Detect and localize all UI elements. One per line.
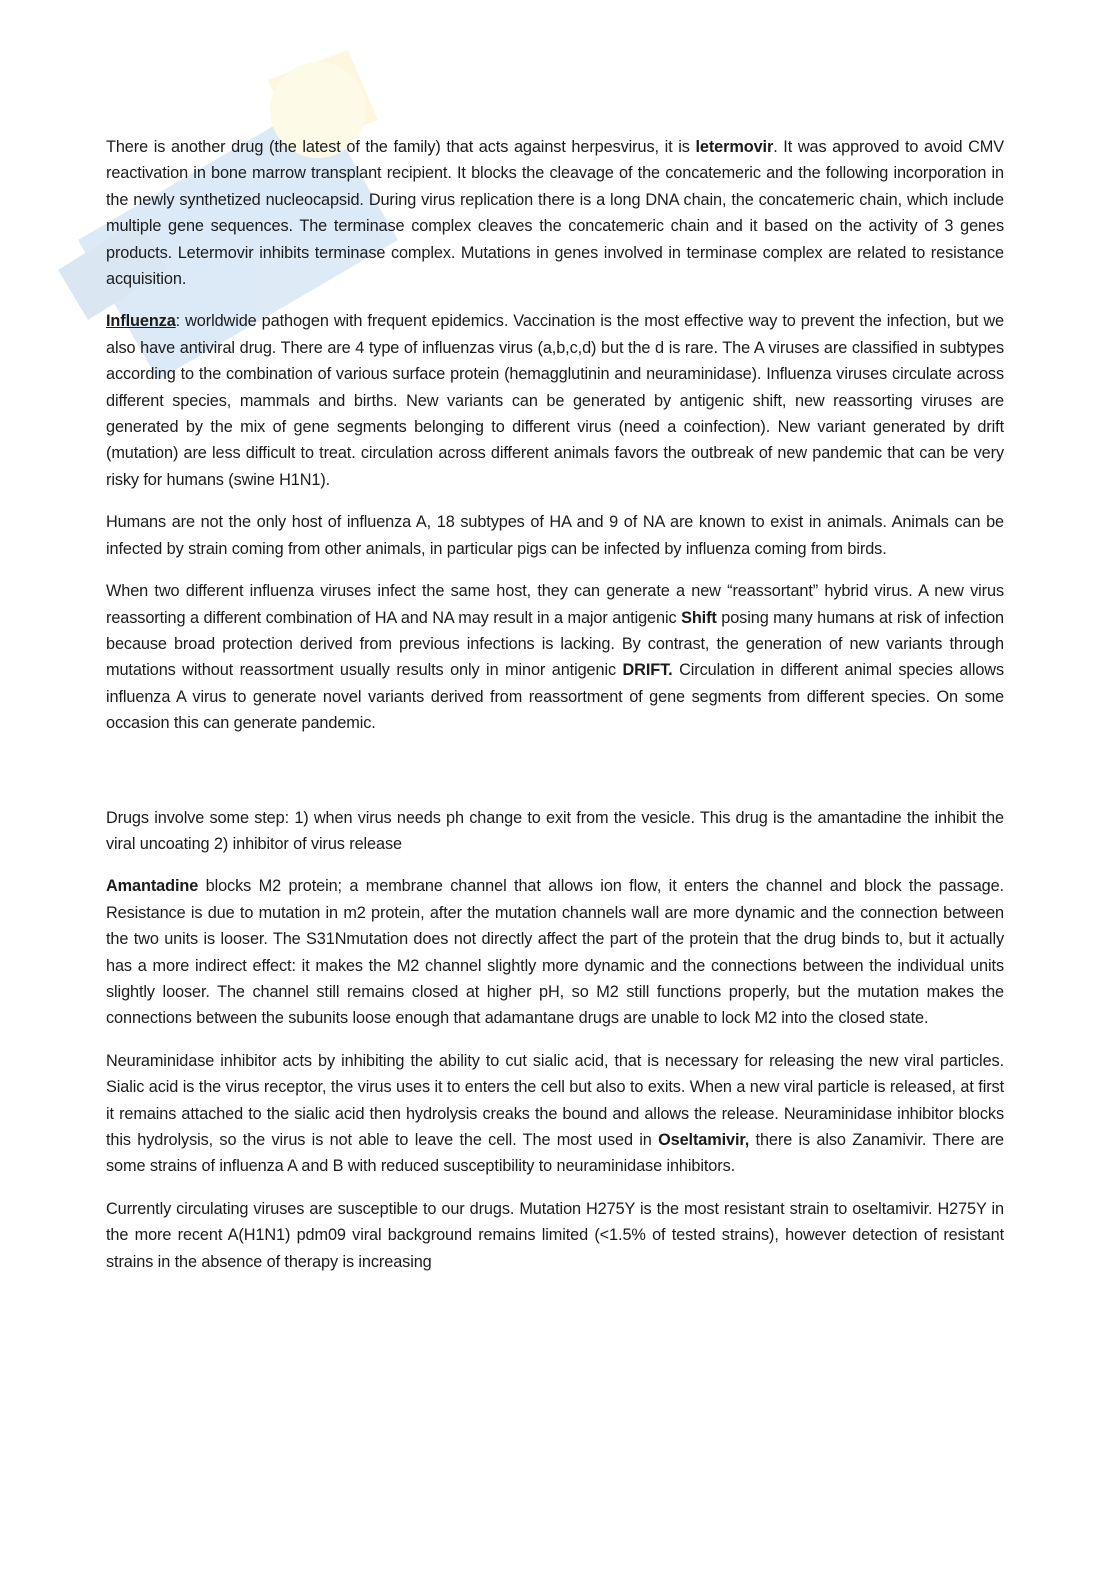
paragraph-resistance [106, 1196, 1004, 1275]
bold-term-letermovir: letermovir [695, 138, 774, 156]
paragraph-amantadine [106, 873, 1004, 1031]
text-span: Drugs involve some step: 1) when virus needs ph change to exit from the vesicle. This drug is the amantadine the inhibit the viral uncoating 2) inhibitor of virus release [106, 808, 1004, 853]
text-span: posing many humans at risk of infection because broad protection derived from previous infections is lacking. By contrast, the generation of new variants through mutations without reassortment usually results only in minor antigenic [106, 608, 1005, 680]
text-span: When two different influenza viruses infect the same host, they can generate a new “reassortant” hybrid virus. A new virus reassorting a different combination of HA and NA may result in a major antigenic [106, 582, 1004, 627]
text-span: . It was approved to avoid CMV reactivation in bone marrow transplant recipient. It blocks the cleavage of the concatemeric and the following incorporation in the newly synthetized nucleocapsid. During virus replication there is a long DNA chain, the concatemeric chain, which include multiple gene sequences. The terminase complex cleaves the concatemeric chain and it based on the activity of 3 genes products. Letermovir inhibits terminase complex. Mutations in genes involved in terminase complex are related to resistance acquisition. [106, 138, 1004, 289]
paragraph-drugs [106, 805, 1004, 858]
text-span: Neuraminidase inhibitor acts by inhibiting the ability to cut sialic acid, that is necessary for releasing the new viral particles. Sialic acid is the virus receptor, the virus uses it to enters the cell but also to exits. When a new viral particle is released, at first it remains attached to the sialic acid then hydrolysis creaks the bound and allows the release. Neuraminidase inhibitor blocks this hydrolysis, so the virus is not able to leave the cell. The most used in [106, 1051, 1004, 1149]
text-span: blocks M2 protein; a membrane channel that allows ion flow, it enters the channel and block the passage. Resistance is due to mutation in m2 protein, after the mutation channels wall are more dynamic and the connection between the two units is looser. The S31Nmutation does not directly affect the part of the protein that the drug binds to, but it actually has a more indirect effect: it makes the M2 channel slightly more dynamic and the connections between the individual units slightly looser. The channel still remains closed at higher pH, so M2 still functions properly, but the mutation makes the connections between the subunits loose enough that adamantane drugs are unable to lock M2 into the closed state. [106, 877, 1004, 1028]
text-span: Humans are not the only host of influenza A, 18 subtypes of HA and 9 of NA are known to exist in animals. Animals can be infected by strain coming from other animals, in particular pigs can be infected by influenza coming from birds. [106, 513, 1004, 558]
bold-term-oseltamivir: Oseltamivir, [658, 1131, 750, 1149]
paragraph-reassortant [106, 578, 1004, 736]
text-span: there is also Zanamivir. There are some strains of influenza A and B with reduced susceptibility to neuraminidase inhibitors. [106, 1131, 1004, 1176]
paragraph-influenza [106, 308, 1004, 493]
heading-influenza: Influenza [106, 312, 176, 331]
bold-term-drift: DRIFT. [622, 661, 673, 680]
document-page [106, 134, 1004, 1275]
paragraph-hosts [106, 509, 1004, 562]
paragraph-neuraminidase [106, 1048, 1004, 1180]
text-span: There is another drug (the latest of the family) that acts against herpesvirus, it is [106, 138, 696, 156]
paragraph-letermovir [106, 134, 1004, 292]
text-span: Currently circulating viruses are susceptible to our drugs. Mutation H275Y is the most resistant strain to oseltamivir. H275Y in the more recent A(H1N1) pdm09 viral background remains limited (<1.5% of tested strains), however detection of resistant strains in the absence of therapy is increasing [106, 1199, 1004, 1271]
bold-term-shift: Shift [681, 608, 717, 627]
text-span: : worldwide pathogen with frequent epidemics. Vaccination is the most effective way to prevent the infection, but we also have antiviral drug. There are 4 type of influenzas virus (a,b,c,d) but the d is rare. The A viruses are classified in subtypes according to the combination of various surface protein (hemagglutinin and neuraminidase). Influenza viruses circulate across different species, mammals and births. New variants can be generated by antigenic shift, new reassorting viruses are generated by the mix of gene segments belonging to different virus (need a coinfection). New variant generated by drift (mutation) are less difficult to treat. circulation across different animals favors the outbreak of new pandemic that can be very risky for humans (swine H1N1). [106, 312, 1004, 489]
text-span: Circulation in different animal species allows influenza A virus to generate novel variants derived from reassortment of gene segments from different species. On some occasion this can generate pandemic. [106, 661, 1004, 733]
bold-term-amantadine: Amantadine [106, 877, 199, 896]
